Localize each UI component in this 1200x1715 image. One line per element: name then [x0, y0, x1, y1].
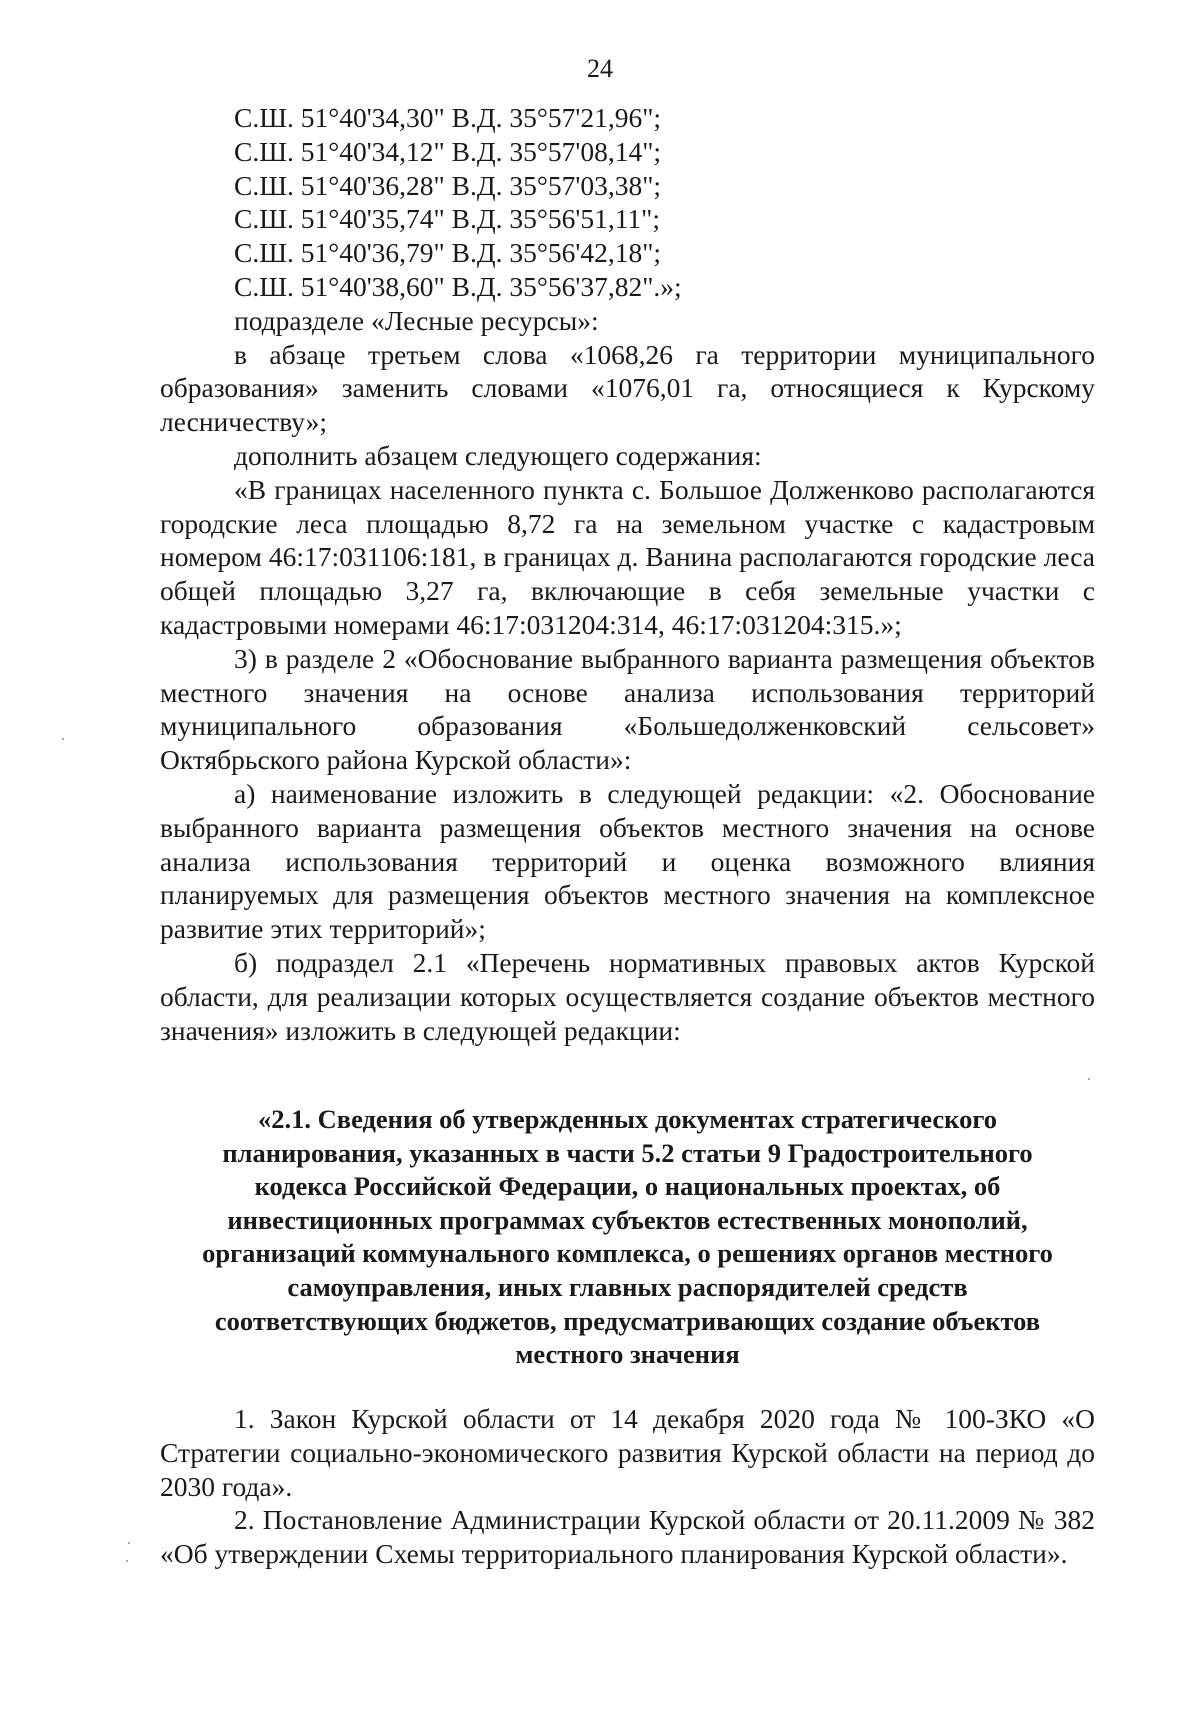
section-paragraph: 3) в разделе 2 «Обоснование выбранного варианта размещения объектов местного значения на основе анализа использования территорий муниципального образования «Большедолженковский сельсовет» Октябрьского района Курской области»:: [160, 642, 1095, 776]
heading-line: местного значения: [515, 1339, 740, 1370]
coordinate-line: С.Ш. 51°40'36,79" В.Д. 35°56'42,18";: [234, 237, 662, 269]
heading-line: «2.1. Сведения об утвержденных документах стратегического: [258, 1104, 997, 1134]
scan-speck: [1088, 1078, 1090, 1080]
amendment-paragraph: в абзаце третьем слова «1068,26 га территории муниципального образования» заменить словами «1076,01 га, относящиеся к Курскому лесничеству»;: [160, 338, 1095, 438]
scan-speck: [62, 738, 64, 740]
amendment-paragraph: а) наименование изложить в следующей редакции: «2. Обоснование выбранного варианта размещения объектов местного значения на основе анализа использования территорий и оценка возможного влияния планируемых для размещения объектов местного значения на комплексное развитие этих территорий»;: [160, 777, 1095, 945]
coordinate-line: С.Ш. 51°40'34,12" В.Д. 35°57'08,14";: [234, 135, 662, 167]
list-item: 2. Постановление Администрации Курской области от 20.11.2009 № 382 «Об утверждении Схемы территориального планирования Курской области».: [160, 1504, 1095, 1570]
section-heading: [160, 1103, 1095, 1372]
coordinate-line: С.Ш. 51°40'34,30" В.Д. 35°57'21,96";: [234, 102, 662, 133]
coordinate-line: С.Ш. 51°40'38,60" В.Д. 35°56'37,82".»;: [234, 270, 682, 302]
document-list: [160, 1402, 1095, 1571]
scan-speck: [128, 1542, 130, 1544]
heading-line: самоуправления, иных главных распорядителей средств: [287, 1271, 968, 1302]
amendment-paragraph: б) подраздел 2.1 «Перечень нормативных правовых актов Курской области, для реализации которых осуществляется создание объектов местного значения» изложить в следующей редакции:: [160, 946, 1095, 1046]
heading-line: кодекса Российской Федерации, о национальных проектах, об: [254, 1171, 1001, 1202]
heading-line: соответствующих бюджетов, предусматривающих создание объектов: [214, 1305, 1041, 1336]
scan-speck: [126, 1560, 128, 1562]
quoted-paragraph: «В границах населенного пункта с. Большое Долженково располагаются городские леса площадью 8,72 га на земельном участке с кадастровым номером 46:17:031106:181, в границах д. Ванина располагаются городские леса общей площадью 3,27 га, включающие в себя земельные участки с кадастровыми номерами 46:17:031204:314, 46:17:031204:315.»;: [160, 473, 1095, 640]
subsection-paragraph: подразделе «Лесные ресурсы»:: [234, 304, 599, 336]
coordinate-line: С.Ш. 51°40'36,28" В.Д. 35°57'03,38";: [234, 169, 662, 201]
body-text: [160, 101, 1095, 1047]
coordinates-list: [160, 101, 1095, 304]
coordinate-line: С.Ш. 51°40'35,74" В.Д. 35°56'51,11";: [234, 203, 661, 235]
page-number: 24: [587, 54, 613, 83]
heading-line: планирования, указанных в части 5.2 статьи 9 Градостроительного: [222, 1137, 1033, 1168]
amendment-paragraph: дополнить абзацем следующего содержания:: [234, 439, 762, 471]
heading-line: инвестиционных программах субъектов естественных монополий,: [227, 1204, 1028, 1235]
list-item: 1. Закон Курской области от 14 декабря 2020 года № 100-ЗКО «О Стратегии социально-экономического развития Курской области на период до 2030 года».: [160, 1403, 1095, 1502]
heading-line: организаций коммунального комплекса, о решениях органов местного: [202, 1238, 1053, 1269]
